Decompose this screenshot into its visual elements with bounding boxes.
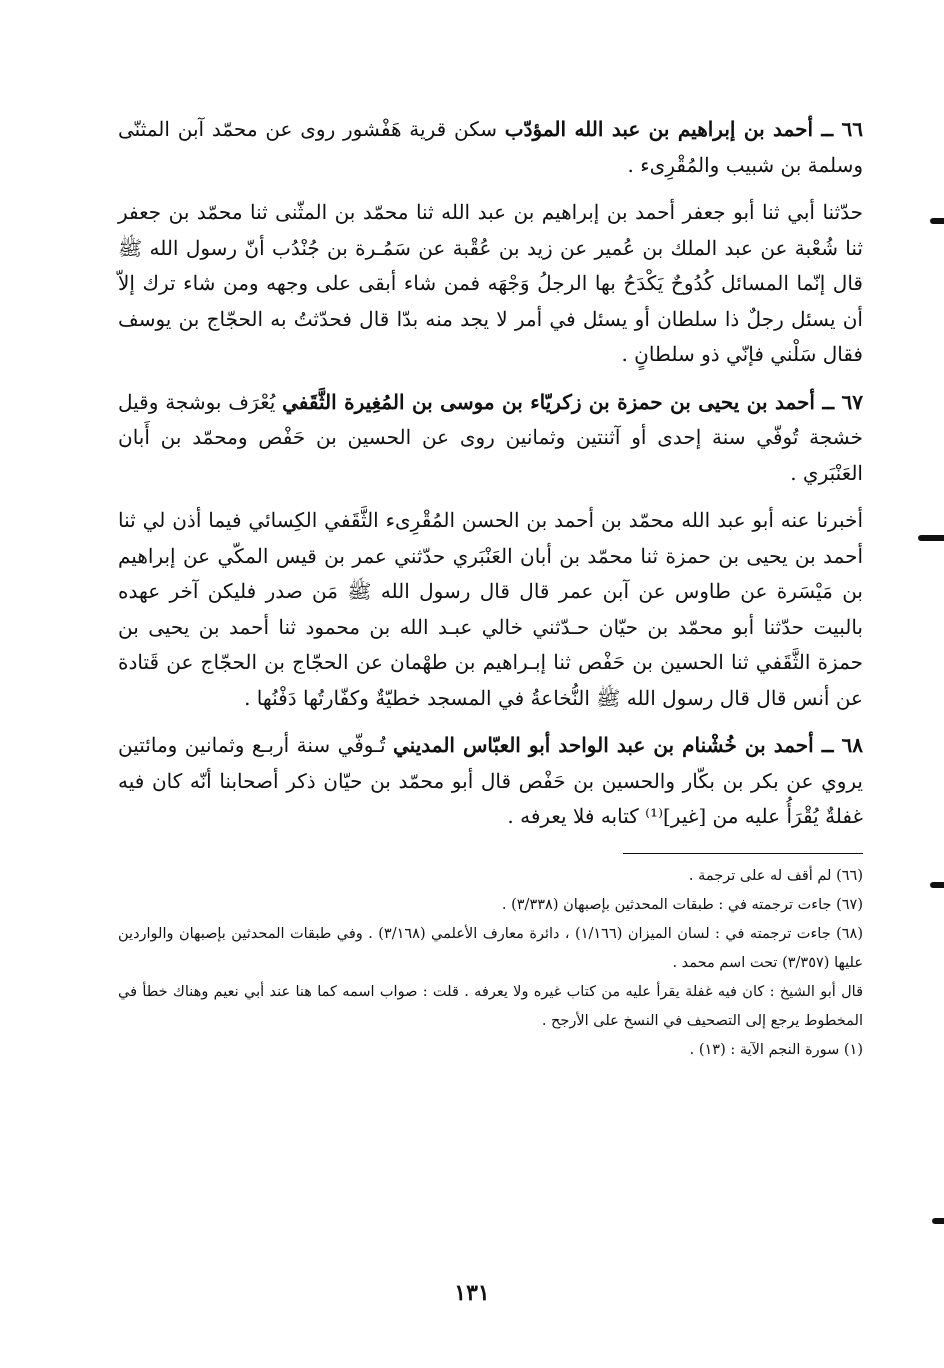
footnote: (٦٦) لم أقف له على ترجمة . <box>688 867 863 884</box>
footnote: (١) سورة النجم الآية : (١٣) . <box>689 1041 863 1058</box>
footnote: (٦٧) جاءت ترجمته في : طبقات المحدثين بإصبهان (٣/٣٣٨) . <box>501 896 863 913</box>
entry-68 <box>118 728 863 835</box>
entry-intro: تُـوفّي سنة أربـع وثمانين ومائتين يروي عن بكر بن بكّار والحسين بن حَفْص قال أبو محمّد بن حيّان ذكر أصحابنا أنّه كان فيه غفلةٌ يُقْرَأُ عليه من [غير]⁽¹⁾ كتابه فلا يعرفه . <box>118 733 863 828</box>
entry-narration: حدّثنا أبي ثنا أبو جعفر أحمد بن إبراهيم بن عبد الله ثنا محمّد بن المثّنى ثنا محمّد بن جعفر ثنا شُعْبة عن عبد الملك بن عُمير عن زيد بن عُقْبة عن سَمُـرة بن جُنْدُب أنّ رسول الله ﷺ قال إنّما المسائل كُدُوحٌ يَكْدَحُ بها الرجلُ وَجْهَه فمن شاء أبقى على وجهه ومن شاء ترك إلاّ أن يسئل رجلٌ ذا سلطان أو يسئل في أمر لا يجد منه بدّا قال فحدّثتُ به الحجّاج بن يوسف فقال سَلْني فإنّي ذو سلطانٍ . <box>118 200 863 366</box>
entry-66 <box>118 112 863 183</box>
scan-edge-mark <box>930 882 944 888</box>
page-number: ١٣١ <box>454 1280 490 1306</box>
entry-heading: ٦٧ ــ أحمد بن يحيى بن حمزة بن زكريّاء بن موسى بن المُغِيرة الثَّقَفي <box>282 389 864 414</box>
entry-67 <box>118 385 863 492</box>
footnote: قال أبو الشيخ : كان فيه غفلة يقرأ عليه من كتاب غيره ولا يعرفه . قلت : صواب اسمه كما هنا عند أبي نعيم وهناك خطأ في المخطوط يرجع إلى التصحيف في النسخ على الأرجح . <box>118 983 863 1029</box>
footnote-divider <box>623 853 863 854</box>
scan-edge-mark <box>932 1218 944 1224</box>
entry-narration: أخبرنا عنه أبو عبد الله محمّد بن أحمد بن الحسن المُقْرِىء الثَّقَفي الكِسائي فيما أذن لي ثنا أحمد بن يحيى بن حمزة ثنا محمّد بن أبان العَنْبَري حدّثني عمر بن قيس المكّي عن إبراهيم بن مَيْسَرة عن طاوس عن آبن عمر قال قال رسول الله ﷺ مَن صدر فليكن آخر عهده بالبيت حدّثنا أبو محمّد بن حيّان حـدّثني خالي عبـد الله بن محمود ثنا أحمد بن يحيى بن حمزة الثَّقَفي ثنا الحسين بن حَفْص ثنا إبـراهيم بن طهْمان عن الحجّاج بن الحجّاج عن قَتادة عن أنس قال قال رسول الله ﷺ النُّخاعةُ في المسجد خطيّةٌ وكفّارتُها دَفْنُها . <box>118 508 863 710</box>
scan-edge-mark <box>930 218 944 224</box>
entry-intro: سكن قرية هَفْشور روى عن محمّد آبن المثنّى وسلمة بن شبيب والمُقْرِىء . <box>118 117 863 177</box>
scan-edge-mark <box>918 535 944 541</box>
entry-intro: يُعْرَف بوشجة وقيل خشجة تُوفّي سنة إحدى أو آثنتين وثمانين روى عن الحسين بن حَفْص ومحمّد بن أَبان العَنْبَري . <box>118 389 863 485</box>
entry-heading: ٦٨ ــ أحمد بن خُشْنام بن عبد الواحد أبو العبّاس المديني <box>393 733 864 757</box>
footnote: (٦٨) جاءت ترجمته في : لسان الميزان (١/١٦٦) ، دائرة معارف الأعلمي (٣/١٦٨) . وفي طبقات المحدثين بإصبهان والواردين عليها (٣/٣٥٧) تحت اسم محمد . <box>118 925 864 971</box>
entry-heading: ٦٦ ــ أحمد بن إبراهيم بن عبد الله المؤدّب <box>504 117 863 141</box>
page-body <box>118 112 863 1065</box>
